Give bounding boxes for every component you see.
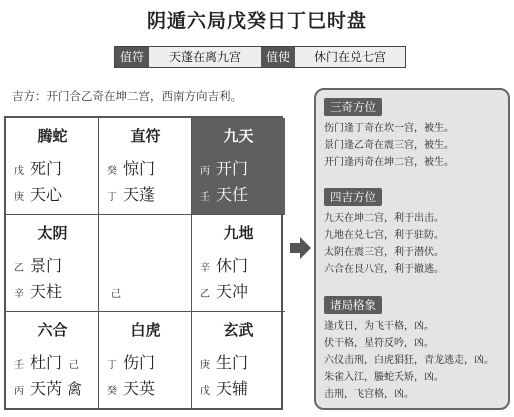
list-item: 伤门逢丁奇在坎一宫，被生。	[324, 123, 454, 134]
earth-stem: 癸	[107, 386, 117, 397]
analysis-panel	[314, 88, 510, 410]
door: 休门	[216, 256, 249, 275]
list-item: 开门逢丙奇在坤二宫，被生。	[324, 157, 454, 168]
siji-title: 四吉方位	[324, 188, 382, 206]
heaven-stem: 戊	[14, 166, 24, 177]
heaven-stem: 壬	[14, 360, 24, 371]
star: 天蓬	[123, 185, 156, 204]
star: 天英	[123, 379, 156, 398]
door: 惊门	[123, 159, 156, 178]
earth-stem: 丁	[107, 192, 117, 203]
arrow-right-icon	[288, 236, 312, 260]
heaven-stem: 辛	[200, 263, 210, 274]
geju-lines	[324, 318, 494, 403]
duty-bar	[114, 46, 406, 68]
god: 六合	[37, 321, 68, 339]
extra-stem: 己	[69, 360, 80, 371]
palace-xun	[6, 118, 99, 215]
palace-grid	[4, 116, 283, 410]
jifang-label: 吉方：	[12, 89, 47, 103]
earth-stem: 戊	[200, 386, 210, 397]
heaven-stem: 丁	[107, 360, 117, 371]
earth-stem: 壬	[200, 192, 210, 203]
god: 九天	[223, 127, 254, 145]
list-item: 六仪击刑，白虎猖狂，青龙逃走，凶。	[324, 355, 494, 366]
door: 生门	[216, 353, 249, 372]
palace-li	[99, 118, 192, 215]
list-item: 九天在坤二宫，利于出击。	[324, 213, 444, 224]
list-item: 太阴在震三宫，利于潜伏。	[324, 247, 444, 258]
palace-qian	[192, 312, 285, 409]
heaven-stem: 癸	[107, 166, 117, 177]
palace-center	[99, 215, 192, 312]
list-item: 击刑，飞宫格，凶。	[324, 389, 414, 400]
door: 景门	[30, 256, 63, 275]
sanqi-title: 三奇方位	[324, 98, 382, 116]
page-title: 阴遁六局戊癸日丁巳时盘	[146, 10, 367, 32]
sanqi-lines	[324, 120, 454, 171]
zhifu-value: 天蓬在离九宫	[149, 47, 261, 67]
earth-stem: 辛	[14, 289, 24, 300]
auspicious-direction	[12, 88, 242, 104]
god: 白虎	[130, 321, 161, 339]
palace-dui	[192, 215, 285, 312]
palace-gen	[6, 312, 99, 409]
earth-stem: 乙	[200, 289, 210, 300]
jifang-text: 开门合乙奇在坤二宫，西南方向吉利。	[46, 89, 242, 103]
door: 杜门	[30, 353, 63, 372]
list-item: 朱雀入江，螣蛇夭矫，凶。	[324, 372, 444, 383]
star: 天心	[30, 185, 63, 204]
list-item: 九地在兑七宫，利于驻防。	[324, 230, 444, 241]
door: 伤门	[123, 353, 156, 372]
star: 天芮	[30, 379, 63, 398]
zhishi-value: 休门在兑七宫	[295, 47, 405, 67]
door: 死门	[30, 159, 63, 178]
list-item: 六合在艮八宫，利于撤逃。	[324, 264, 444, 275]
god: 太阴	[37, 224, 68, 242]
center-stem: 己	[111, 289, 121, 300]
star: 天柱	[30, 282, 63, 301]
zhishi-label: 值使	[261, 47, 295, 67]
palace-kun	[192, 118, 285, 215]
palace-kan	[99, 312, 192, 409]
god: 腾蛇	[37, 127, 68, 145]
heaven-stem: 丙	[200, 166, 210, 177]
list-item: 景门逢乙奇在震三宫，被生。	[324, 140, 454, 151]
heaven-stem: 乙	[14, 263, 24, 274]
door: 开门	[216, 159, 249, 178]
god: 九地	[223, 224, 254, 242]
star: 天辅	[216, 379, 249, 398]
star: 天任	[216, 185, 249, 204]
heaven-stem: 庚	[200, 360, 210, 371]
earth-stem: 庚	[14, 192, 24, 203]
list-item: 逢戊日，为飞干格，凶。	[324, 321, 434, 332]
extra-star: 禽	[67, 380, 83, 398]
earth-stem: 丙	[14, 386, 24, 397]
zhifu-label: 值符	[115, 47, 149, 67]
geju-title: 诸局格象	[324, 296, 382, 314]
palace-zhen	[6, 215, 99, 312]
list-item: 伏干格，星符反吟，凶。	[324, 338, 434, 349]
god: 直符	[130, 127, 161, 145]
star: 天冲	[216, 282, 249, 301]
god: 玄武	[223, 321, 254, 339]
siji-lines	[324, 210, 444, 278]
